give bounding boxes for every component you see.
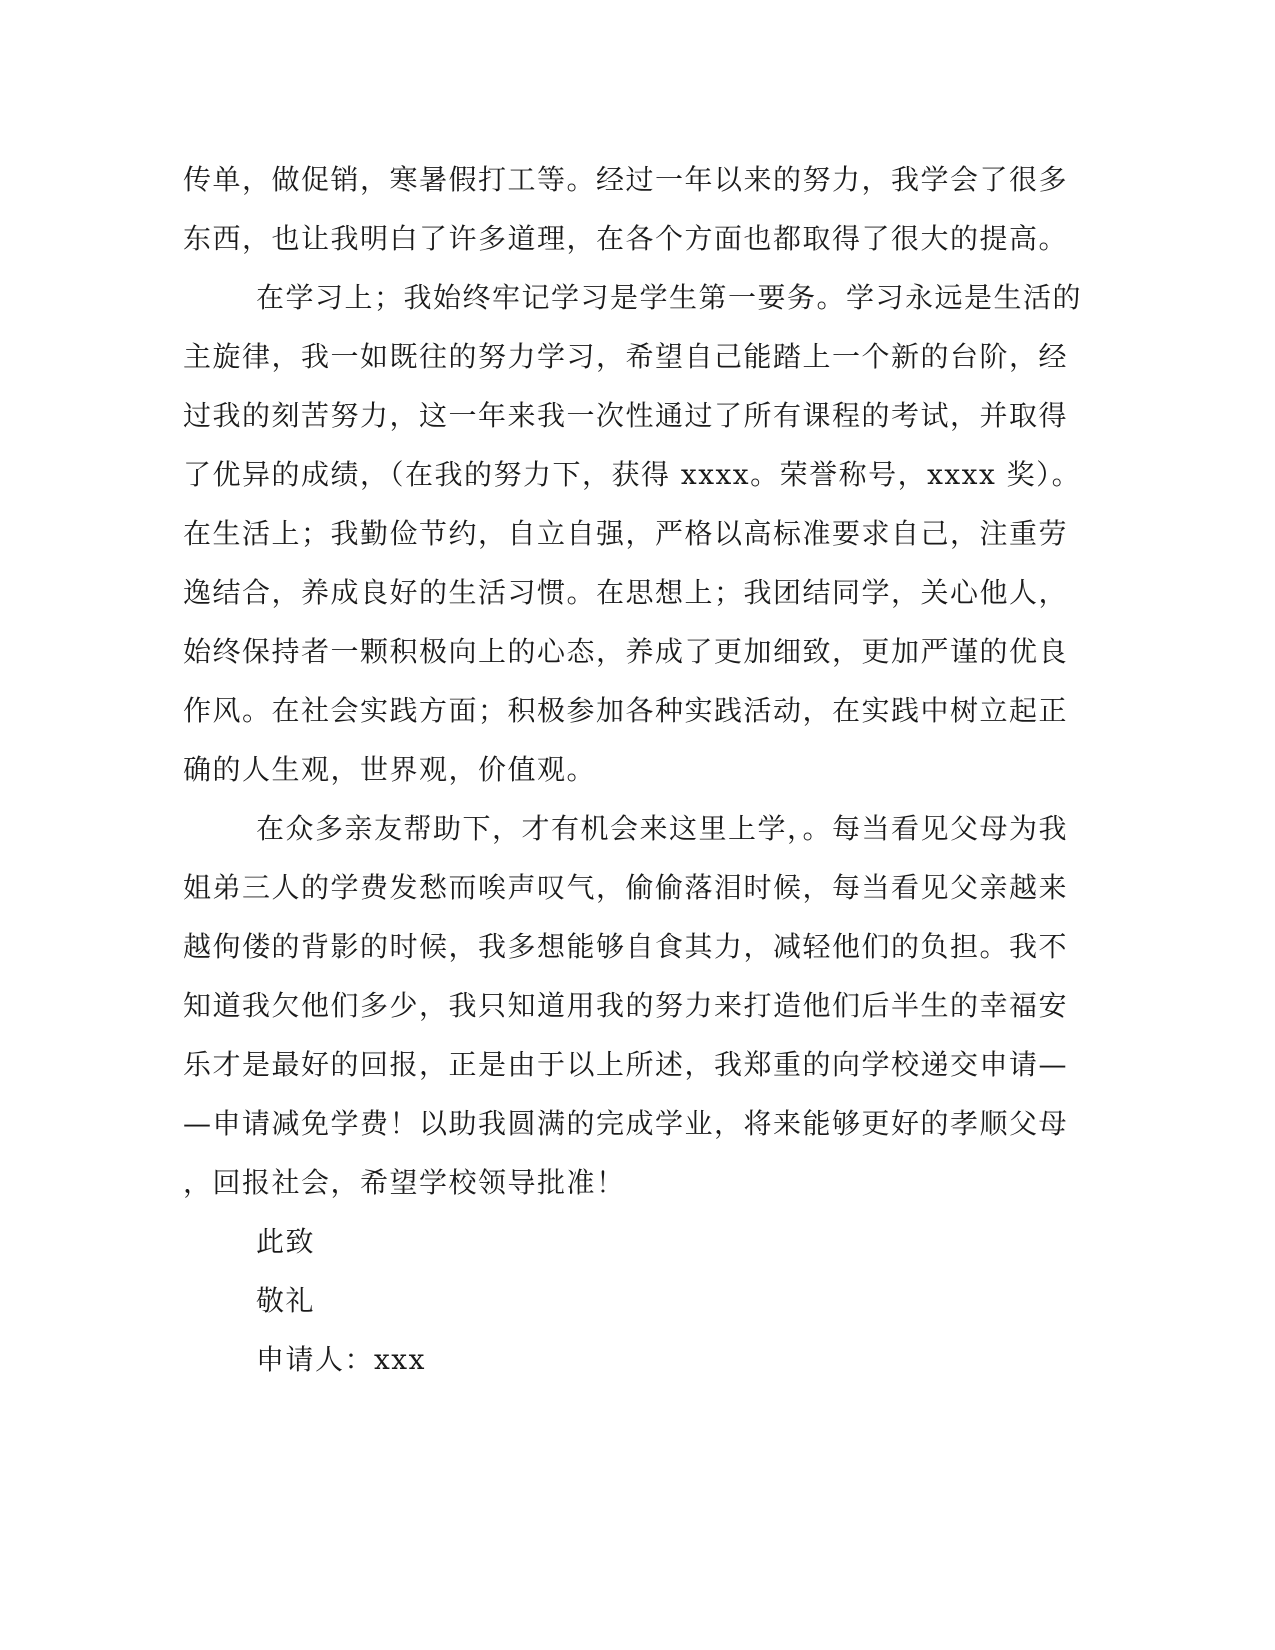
body-line: 姐弟三人的学费发愁而唉声叹气，偷偷落泪时候，每当看见父亲越来: [183, 871, 1069, 904]
body-line: 在生活上；我勤俭节约，自立自强，严格以高标准要求自己，注重劳: [183, 517, 1069, 550]
body-line: 作风。在社会实践方面；积极参加各种实践活动，在实践中树立起正: [183, 694, 1069, 727]
body-line: 主旋律，我一如既往的努力学习，希望自己能踏上一个新的台阶，经: [183, 340, 1069, 373]
body-line: 始终保持者一颗积极向上的心态，养成了更加细致，更加严谨的优良: [183, 635, 1069, 668]
body-line: 乐才是最好的回报，正是由于以上所述，我郑重的向学校递交申请—: [183, 1048, 1069, 1081]
paragraph-start-line: 在众多亲友帮助下，才有机会来这里上学，。每当看见父母为我: [256, 812, 1069, 845]
body-line: 确的人生观，世界观，价值观。: [183, 753, 597, 786]
body-line: 传单，做促销，寒暑假打工等。经过一年以来的努力，我学会了很多: [183, 163, 1069, 196]
closing-salutation: 此致: [256, 1225, 316, 1258]
closing-regards: 敬礼: [256, 1284, 316, 1317]
paragraph-start-line: 在学习上；我始终牢记学习是学生第一要务。学习永远是生活的: [256, 281, 1083, 314]
body-line: 知道我欠他们多少，我只知道用我的努力来打造他们后半生的幸福安: [183, 989, 1069, 1022]
body-line: ，回报社会，希望学校领导批准！: [183, 1166, 626, 1199]
body-line: 东西，也让我明白了许多道理，在各个方面也都取得了很大的提高。: [183, 222, 1069, 255]
body-line: 逸结合，养成良好的生活习惯。在思想上；我团结同学，关心他人，: [183, 576, 1069, 609]
body-line: 越佝偻的背影的时候，我多想能够自食其力，减轻他们的负担。我不: [183, 930, 1069, 963]
applicant-signature: 申请人：xxx: [256, 1343, 426, 1376]
body-line: 了优异的成绩，（在我的努力下，获得 xxxx。荣誉称号，xxxx 奖）。: [183, 458, 1082, 491]
body-line: 过我的刻苦努力，这一年来我一次性通过了所有课程的考试，并取得: [183, 399, 1069, 432]
body-line: —申请减免学费！以助我圆满的完成学业，将来能够更好的孝顺父母: [183, 1107, 1069, 1140]
